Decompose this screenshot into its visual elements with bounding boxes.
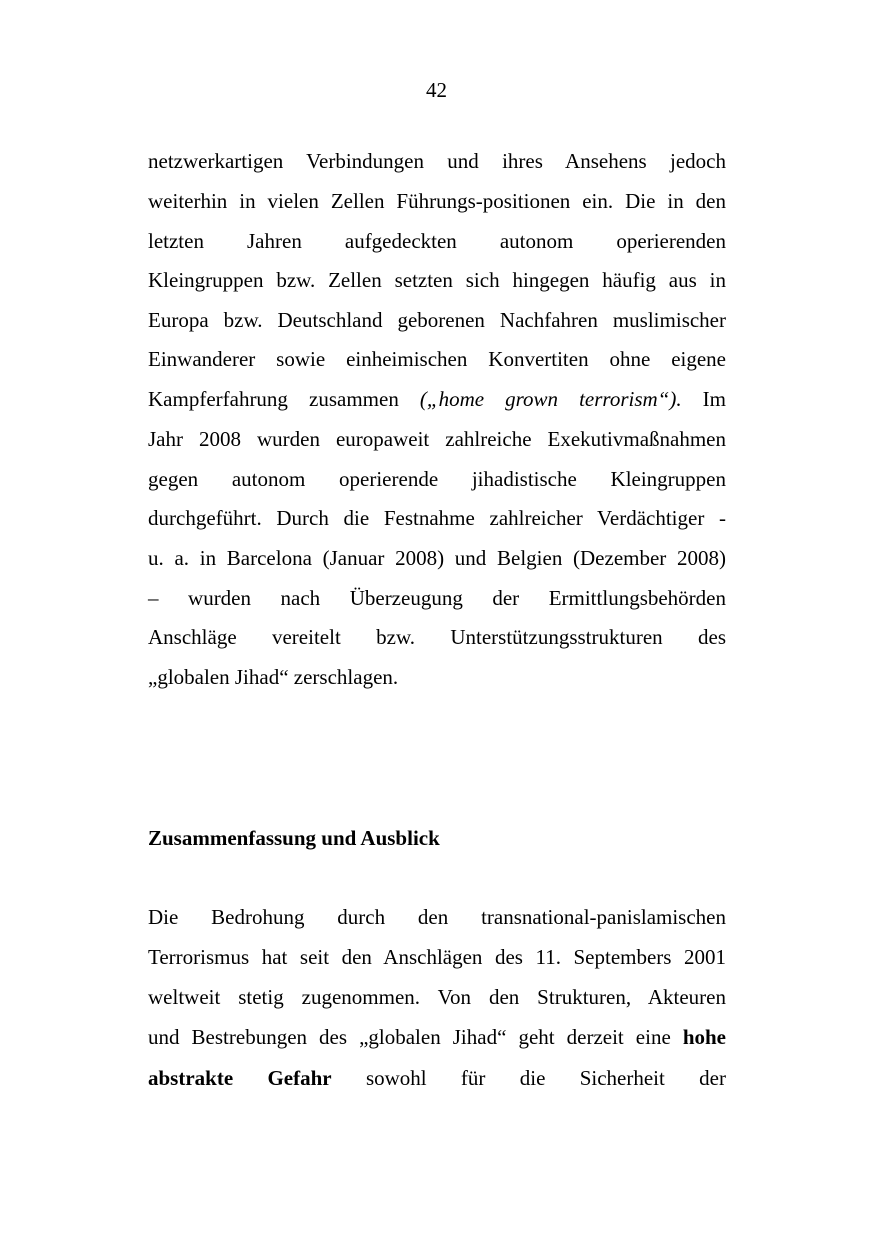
paragraph-line: u. a. in Barcelona (Januar 2008) und Belgien (Dezember 2008) xyxy=(148,546,726,570)
bold-emphasis: abstrakte Gefahr xyxy=(148,1066,332,1090)
paragraph-line xyxy=(148,385,726,413)
paragraph-line: weltweit stetig zugenommen. Von den Strukturen, Akteuren xyxy=(148,985,726,1009)
italic-quote: („home grown terrorism“). xyxy=(419,387,682,411)
paragraph-line xyxy=(148,1023,726,1051)
paragraph-line: Die Bedrohung durch den transnational-panislamischen xyxy=(148,905,726,929)
paragraph-line: Terrorismus hat seit den Anschlägen des 11. Septembers 2001 xyxy=(148,945,726,969)
paragraph-line: Einwanderer sowie einheimischen Konvertiten ohne eigene xyxy=(148,347,726,371)
paragraph-line: Europa bzw. Deutschland geborenen Nachfahren muslimischer xyxy=(148,308,726,332)
paragraph-line: durchgeführt. Durch die Festnahme zahlreicher Verdächtiger - xyxy=(148,506,726,530)
paragraph-line: netzwerkartigen Verbindungen und ihres Ansehens jedoch xyxy=(148,149,726,173)
paragraph-line: letzten Jahren aufgedeckten autonom operierenden xyxy=(148,229,726,253)
paragraph-line xyxy=(148,1064,726,1092)
paragraph-line: – wurden nach Überzeugung der Ermittlungsbehörden xyxy=(148,586,726,610)
section-heading: Zusammenfassung und Ausblick xyxy=(148,826,440,850)
paragraph-line: „globalen Jihad“ zerschlagen. xyxy=(148,665,399,689)
paragraph-line: Jahr 2008 wurden europaweit zahlreiche Exekutivmaßnahmen xyxy=(148,427,726,451)
paragraph-line: weiterhin in vielen Zellen Führungs-positionen ein. Die in den xyxy=(148,189,726,213)
line-text: Kampferfahrung zusammen xyxy=(148,387,420,411)
page-number: 42 xyxy=(426,78,447,102)
paragraph-line: Anschläge vereitelt bzw. Unterstützungsstrukturen des xyxy=(148,625,726,649)
line-text: und Bestrebungen des „globalen Jihad“ geht derzeit eine xyxy=(148,1025,683,1049)
bold-emphasis: hohe xyxy=(682,1025,726,1049)
paragraph-line: gegen autonom operierende jihadistische Kleingruppen xyxy=(148,467,726,491)
line-text: Im xyxy=(681,387,726,411)
line-text: sowohl für die Sicherheit der xyxy=(331,1066,726,1090)
paragraph-line: Kleingruppen bzw. Zellen setzten sich hingegen häufig aus in xyxy=(148,268,726,292)
